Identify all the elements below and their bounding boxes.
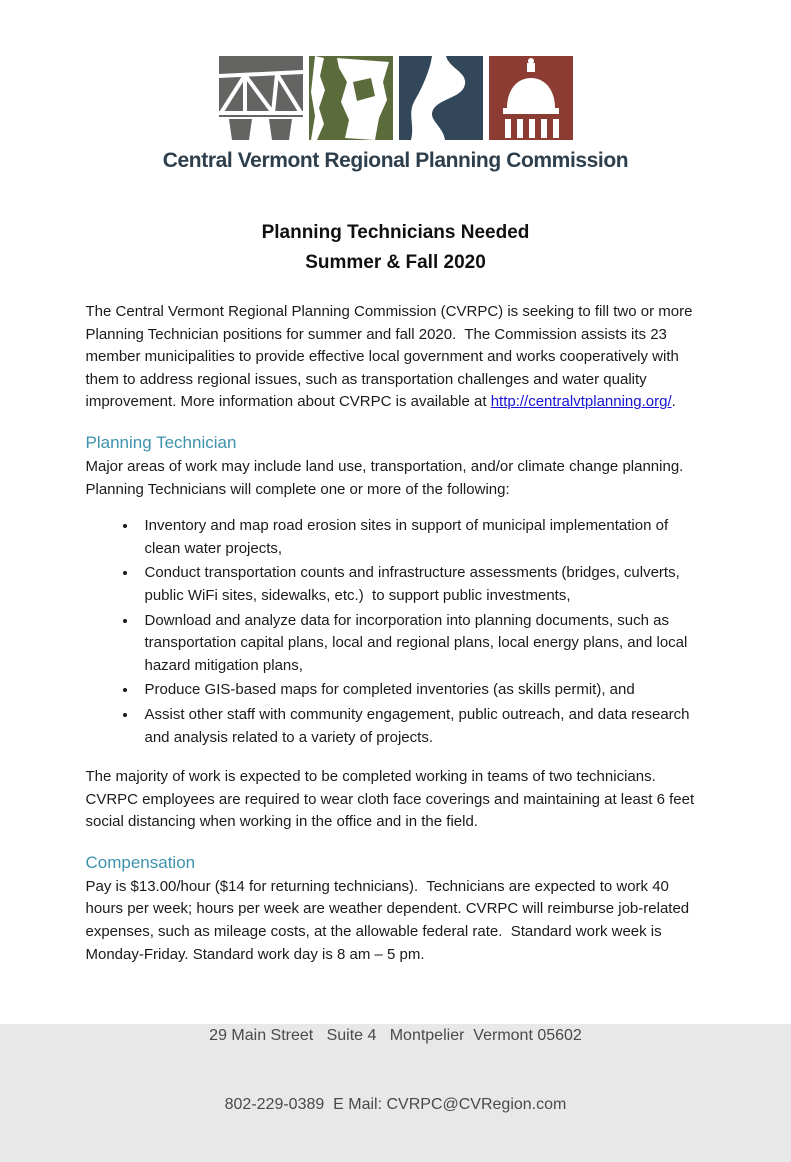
section-heading-planning-technician: Planning Technician [85, 432, 237, 452]
vermont-state-icon [309, 56, 393, 140]
footer-address-line: 29 Main Street Suite 4 Montpelier Vermont 05602 [209, 1027, 582, 1045]
footer-contact-line: 802-229-0389 E Mail: CVRPC@CVRegion.com [224, 1096, 567, 1114]
document-title [0, 218, 791, 278]
teams-paragraph: The majority of work is expected to be completed working in teams of two technicians. CVRPC employees are required to wear cloth face coverings and maintaining at least 6 feet social distancing when working in the office and in the field. [85, 768, 699, 831]
org-name: Central Vermont Regional Planning Commission [162, 149, 629, 172]
intro-text-after-link: . [671, 393, 676, 411]
title-line-1: Planning Technicians Needed [261, 222, 530, 243]
list-item: • Assist other staff with community engagement, public outreach, and data research and analysis related to a variety of projects. [138, 704, 706, 749]
winding-river-icon [399, 56, 483, 140]
logo-tiles [0, 56, 791, 140]
logo-tile-vermont [309, 56, 393, 140]
section-heading-compensation: Compensation [85, 852, 196, 872]
logo-tile-bridge [219, 56, 303, 140]
document-body [86, 301, 706, 966]
logo [0, 0, 791, 173]
list-item: • Download and analyze data for incorporation into planning documents, such as transportation capital plans, local and regional plans, local energy plans, and local hazard mitigation plans, [138, 610, 706, 678]
intro-text-before-link: The Central Vermont Regional Planning Commission (CVRPC) is seeking to fill two or more Planning Technician positions for summer and fall 2020. The Commission assists its 23 member municipalities to provide effective local government and works cooperatively with them to address regional issues, such as transportation challenges and water quality improvement. More information about CVRPC is available at [85, 303, 697, 411]
list-item: • Produce GIS-based maps for completed inventories (as skills permit), and [138, 679, 706, 702]
cvrpc-website-link[interactable]: http://centralvtplanning.org/ [490, 393, 672, 411]
logo-tile-capitol [489, 56, 573, 140]
capitol-dome-icon [489, 56, 573, 140]
intro-paragraph [86, 301, 706, 414]
truss-bridge-icon [219, 56, 303, 140]
footer [0, 978, 791, 1162]
list-item: • Conduct transportation counts and infrastructure assessments (bridges, culverts, public WiFi sites, sidewalks, etc.) to support public investments, [138, 562, 706, 607]
title-line-2: Summer & Fall 2020 [305, 252, 486, 273]
logo-tile-river [399, 56, 483, 140]
list-item: • Inventory and map road erosion sites in support of municipal implementation of clean water projects, [138, 515, 706, 560]
duties-list [86, 515, 706, 749]
compensation-paragraph: Pay is $13.00/hour ($14 for returning technicians). Technicians are expected to work 40 hours per week; hours per week are weather dependent. CVRPC will reimburse job-related expenses, such as mileage costs, at the allowable federal rate. Standard work week is Monday-Friday. Standard work day is 8 am – 5 pm. [85, 877, 694, 963]
planning-technician-intro: Major areas of work may include land use, transportation, and/or climate change planning. Planning Technicians will complete one or more of the following: [85, 457, 688, 498]
